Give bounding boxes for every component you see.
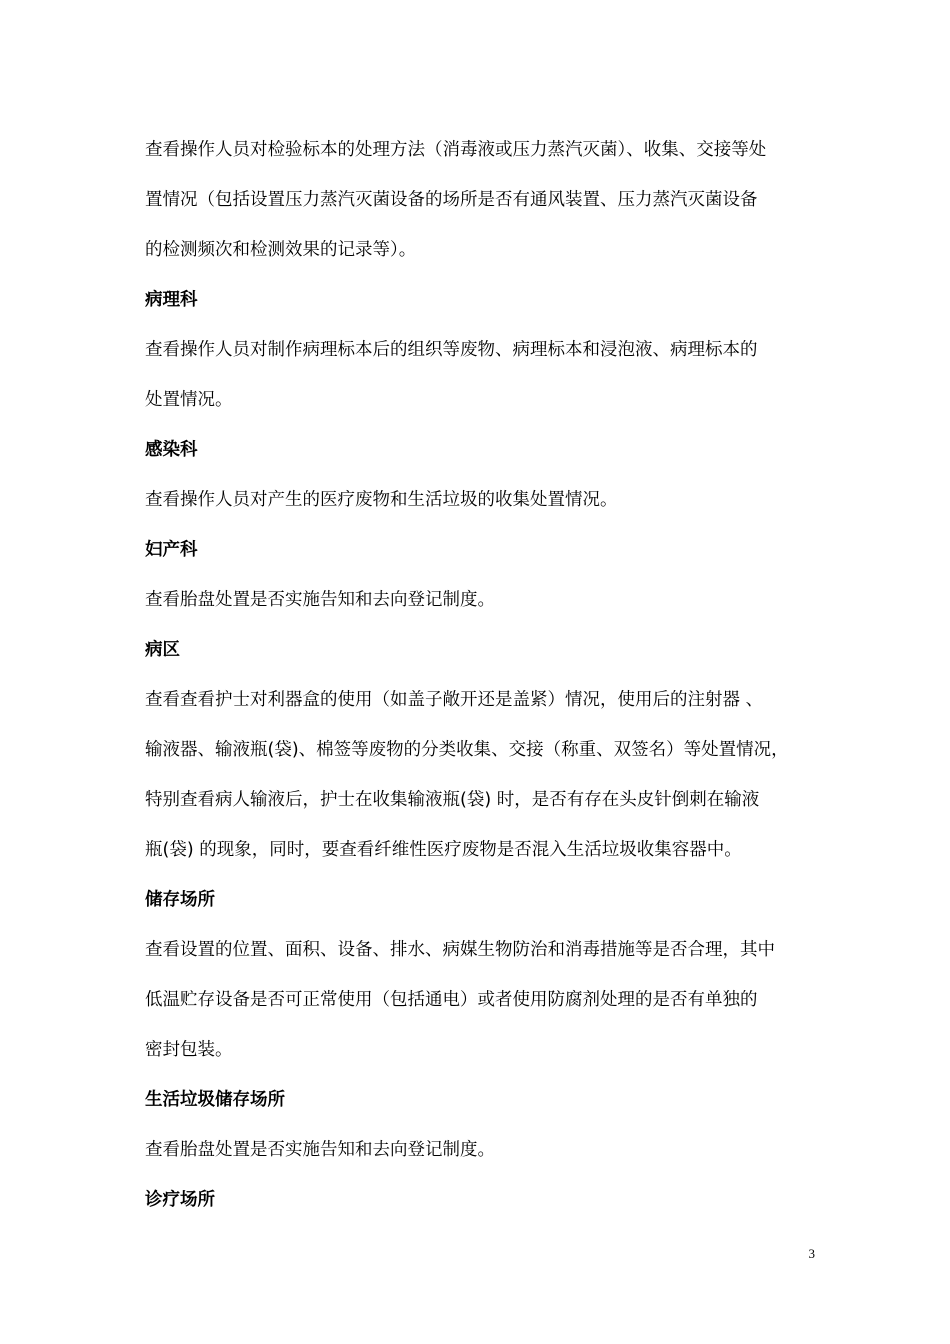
document-body [145,132,810,1232]
paragraph-line: 查看查看护士对利器盒的使用（如盖子敞开还是盖紧）情况，使用后的注射器 、 [145,690,764,710]
paragraph-line: 查看操作人员对产生的医疗废物和生活垃圾的收集处置情况。 [145,490,618,510]
section-heading: 生活垃圾储存场所 [145,1090,285,1110]
paragraph-line: 查看胎盘处置是否实施告知和去向登记制度。 [145,590,495,610]
section-heading: 妇产科 [145,540,198,560]
paragraph-line: 低温贮存设备是否可正常使用（包括通电）或者使用防腐剂处理的是否有单独的 [145,990,758,1010]
paragraph-line: 特别查看病人输液后，护士在收集输液瓶(袋) 时，是否有存在头皮针倒刺在输液 [145,790,760,810]
paragraph-line: 查看设置的位置、面积、设备、排水、病媒生物防治和消毒措施等是否合理，其中 [145,940,775,960]
section-heading: 储存场所 [145,890,215,910]
section-heading: 病理科 [145,290,198,310]
section-heading: 感染科 [145,440,198,460]
section-heading: 病区 [145,640,180,660]
paragraph-line: 查看操作人员对检验标本的处理方法（消毒液或压力蒸汽灭菌）、收集、交接等处 [145,140,767,160]
paragraph-line: 密封包装。 [145,1040,233,1060]
section-heading: 诊疗场所 [145,1190,215,1210]
paragraph-line: 置情况（包括设置压力蒸汽灭菌设备的场所是否有通风装置、压力蒸汽灭菌设备 [145,190,758,210]
paragraph-line: 查看胎盘处置是否实施告知和去向登记制度。 [145,1140,495,1160]
paragraph-line: 的检测频次和检测效果的记录等）。 [145,240,417,260]
page-number: 3 [808,1246,815,1261]
paragraph-line: 瓶(袋) 的现象，同时，要查看纤维性医疗废物是否混入生活垃圾收集容器中。 [145,840,742,860]
paragraph-line: 输液器、输液瓶(袋)、棉签等废物的分类收集、交接（称重、双签名）等处置情况， [145,740,789,760]
paragraph-line: 查看操作人员对制作病理标本后的组织等废物、病理标本和浸泡液、病理标本的 [145,340,758,360]
paragraph-line: 处置情况。 [145,390,233,410]
